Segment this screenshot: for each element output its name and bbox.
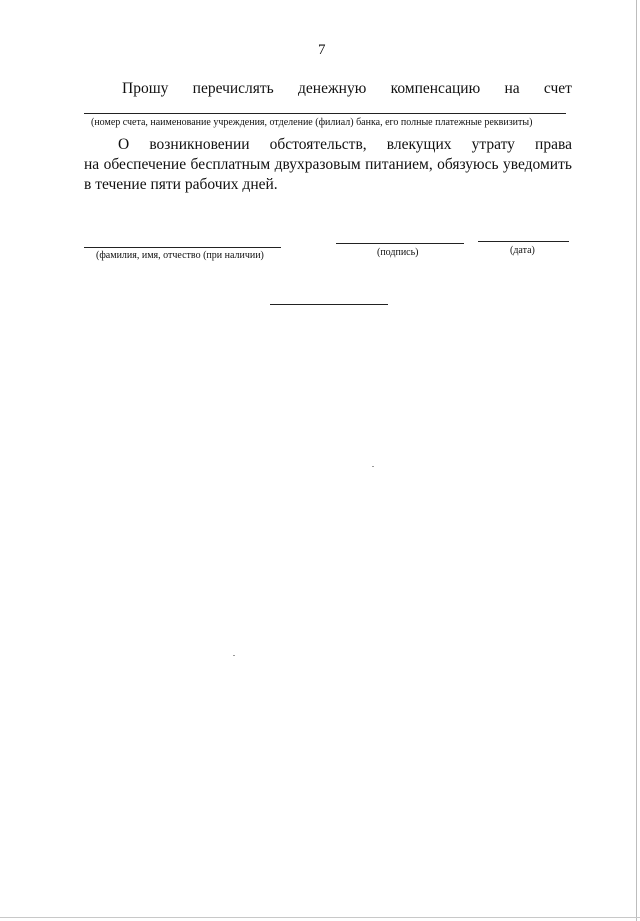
signature-field-line bbox=[336, 243, 464, 244]
notice-word: права bbox=[535, 136, 572, 153]
request-word: на bbox=[504, 80, 520, 97]
notice-line-3: в течение пяти рабочих дней. bbox=[84, 176, 278, 193]
name-field-line bbox=[84, 247, 281, 248]
scan-speck bbox=[233, 655, 235, 656]
notice-word: возникновении bbox=[149, 136, 250, 153]
notice-word: обстоятельств, bbox=[269, 136, 367, 153]
notice-word: влекущих bbox=[386, 136, 452, 153]
name-caption: (фамилия, имя, отчество (при наличии) bbox=[96, 250, 264, 261]
request-word: перечислять bbox=[192, 80, 274, 97]
account-field-line bbox=[84, 113, 566, 114]
notice-word: двухразовым bbox=[274, 156, 361, 173]
request-word: счет bbox=[543, 80, 572, 97]
date-field-line bbox=[478, 241, 569, 242]
notice-word: уведомить bbox=[502, 156, 572, 173]
notice-word: на bbox=[84, 156, 100, 173]
date-caption: (дата) bbox=[510, 245, 535, 256]
signature-caption: (подпись) bbox=[377, 247, 419, 258]
scan-edge-bottom bbox=[0, 917, 640, 918]
request-word: денежную bbox=[298, 80, 367, 97]
notice-word: О bbox=[118, 136, 130, 153]
notice-line-2 bbox=[84, 156, 572, 174]
notice-word: бесплатным bbox=[190, 156, 271, 173]
scan-edge-right bbox=[636, 0, 637, 921]
notice-line-1 bbox=[118, 136, 572, 154]
notice-word: питанием, bbox=[365, 156, 433, 173]
notice-word: утрату bbox=[471, 136, 515, 153]
request-line bbox=[122, 80, 572, 98]
end-of-document-line bbox=[270, 304, 388, 305]
notice-word: обеспечение bbox=[103, 156, 187, 173]
page-number: 7 bbox=[318, 42, 326, 58]
account-caption: (номер счета, наименование учреждения, отделение (филиал) банка, его полные платежные реквизиты) bbox=[91, 117, 533, 128]
request-word: компенсацию bbox=[390, 80, 481, 97]
notice-word: обязуюсь bbox=[437, 156, 499, 173]
request-word: Прошу bbox=[122, 80, 169, 97]
scan-speck bbox=[372, 466, 374, 467]
